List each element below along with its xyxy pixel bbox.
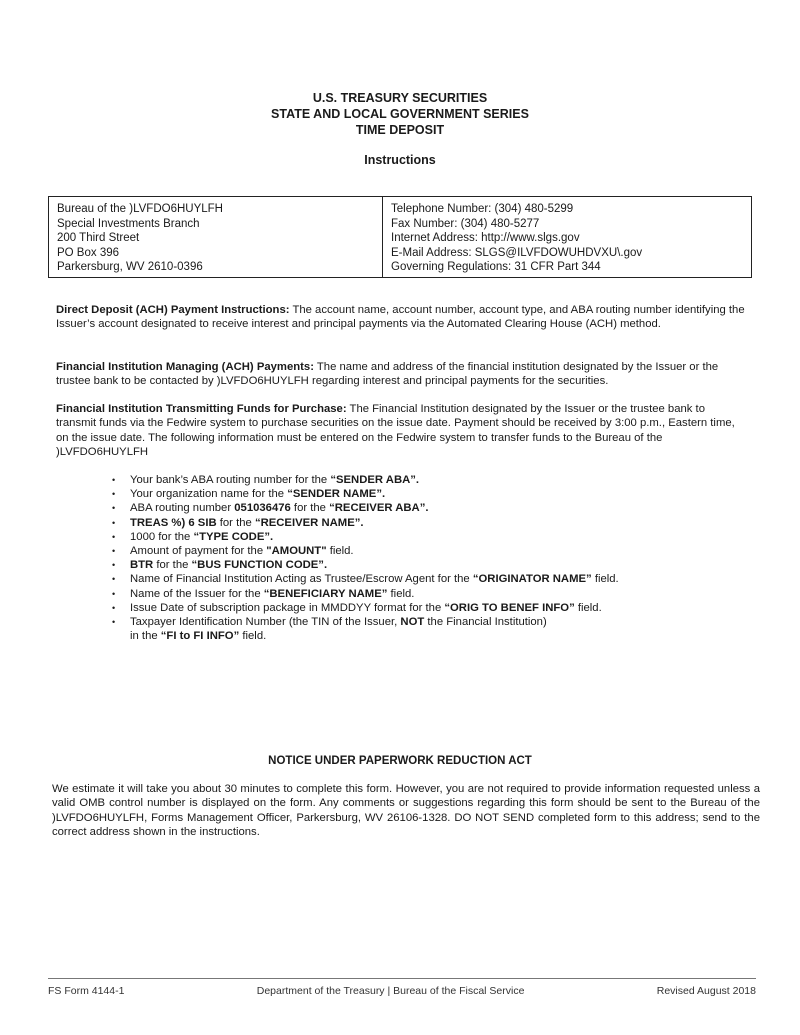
list-item: • 1000 for the “TYPE CODE”.	[110, 530, 710, 544]
fi-managing-label: Financial Institution Managing (ACH) Payments:	[56, 361, 314, 373]
fi-managing-paragraph	[56, 360, 746, 389]
fi-transmitting-label: Financial Institution Transmitting Funds for Purchase:	[56, 403, 347, 415]
instructions-heading: Instructions	[364, 153, 436, 167]
list-item: • Your organization name for the “SENDER NAME”.	[110, 487, 710, 501]
list-item: • Taxpayer Identification Number (the TIN of the Issuer, NOT the Financial Institution) in the “FI to FI INFO” field.	[110, 615, 710, 643]
fedwire-field-list	[110, 473, 710, 643]
list-item: • ABA routing number 051036476 for the “RECEIVER ABA”.	[110, 501, 710, 515]
address-line: Special Investments Branch	[57, 217, 200, 230]
direct-deposit-paragraph	[56, 303, 746, 332]
notice-paragraph: We estimate it will take you about 30 minutes to complete this form. However, you are not required to provide information requested unless a valid OMB control number is displayed on the form. Any comments or suggestions regarding this form should be sent to the Bureau of the )LVFDO6HUYLFH, Forms Management Officer, Parkersburg, WV 26106-1328. DO NOT SEND completed form to this address; send to the correct address shown in the instructions.	[52, 783, 760, 838]
fi-managing-text: The name and address of the financial institution designated by the Issuer or the trustee bank to be contacted by )LVFDO6HUYLFH regarding interest and principal payments for the securities.	[56, 361, 719, 388]
list-item: • Name of the Issuer for the “BENEFICIARY NAME” field.	[110, 587, 710, 601]
email-address: E-Mail Address: SLGS@ILVFDOWUHDVXU\.gov	[391, 246, 643, 259]
fi-transmitting-paragraph	[56, 402, 746, 459]
document-title-block	[0, 90, 800, 138]
fi-transmitting-text: The Financial Institution designated by the Issuer or the trustee bank to transmit funds via the Fedwire system to purchase securities on the issue date. Payment should be received by 3:00 p.m., Eastern time, on the issue date. The following information must be entered on the Fedwire system to transfer funds to the Bureau of the )LVFDO6HUYLFH	[56, 403, 735, 458]
direct-deposit-label: Direct Deposit (ACH) Payment Instructions:	[56, 304, 290, 316]
list-item: • Amount of payment for the "AMOUNT" field.	[110, 544, 710, 558]
address-line: 200 Third Street	[57, 232, 140, 244]
direct-deposit-text: The account name, account number, account type, and ABA routing number identifying the Issuer’s account designated to receive interest and principal payments via the Automated Clearing House (ACH) method.	[56, 304, 745, 331]
list-item: • BTR for the “BUS FUNCTION CODE”.	[110, 558, 710, 572]
footer-divider	[48, 978, 756, 979]
address-line: Bureau of the )LVFDO6HUYLFH	[57, 203, 223, 215]
title-line-3: TIME DEPOSIT	[355, 123, 445, 137]
list-item: • Issue Date of subscription package in MMDDYY format for the “ORIG TO BENEF INFO” field.	[110, 601, 710, 615]
title-line-2: STATE AND LOCAL GOVERNMENT SERIES	[271, 107, 529, 121]
footer-agency: Department of the Treasury | Bureau of the Fiscal Service	[256, 985, 525, 997]
title-line-1: U.S. TREASURY SECURITIES	[312, 91, 488, 105]
contact-info-box	[48, 196, 752, 278]
fax-number: Fax Number: (304) 480-5277	[391, 217, 540, 230]
contact-details	[383, 197, 751, 277]
notice-heading: NOTICE UNDER PAPERWORK REDUCTION ACT	[268, 755, 532, 767]
revision-date: Revised August 2018	[656, 985, 756, 997]
mailing-address	[49, 197, 383, 277]
address-line: Parkersburg, WV 2610-0396	[57, 261, 203, 273]
governing-regulations: Governing Regulations: 31 CFR Part 344	[391, 261, 601, 273]
internet-address: Internet Address: http://www.slgs.gov	[391, 232, 580, 244]
list-item: • Your bank’s ABA routing number for the “SENDER ABA”.	[110, 473, 710, 487]
page-footer	[48, 985, 756, 997]
form-number: FS Form 4144-1	[48, 985, 125, 997]
list-item: • Name of Financial Institution Acting as Trustee/Escrow Agent for the “ORIGINATOR NAME” field.	[110, 572, 710, 586]
list-item: • TREAS %) 6 SIB for the “RECEIVER NAME”.	[110, 516, 710, 530]
address-line: PO Box 396	[57, 246, 120, 259]
telephone-number: Telephone Number: (304) 480-5299	[391, 203, 574, 215]
